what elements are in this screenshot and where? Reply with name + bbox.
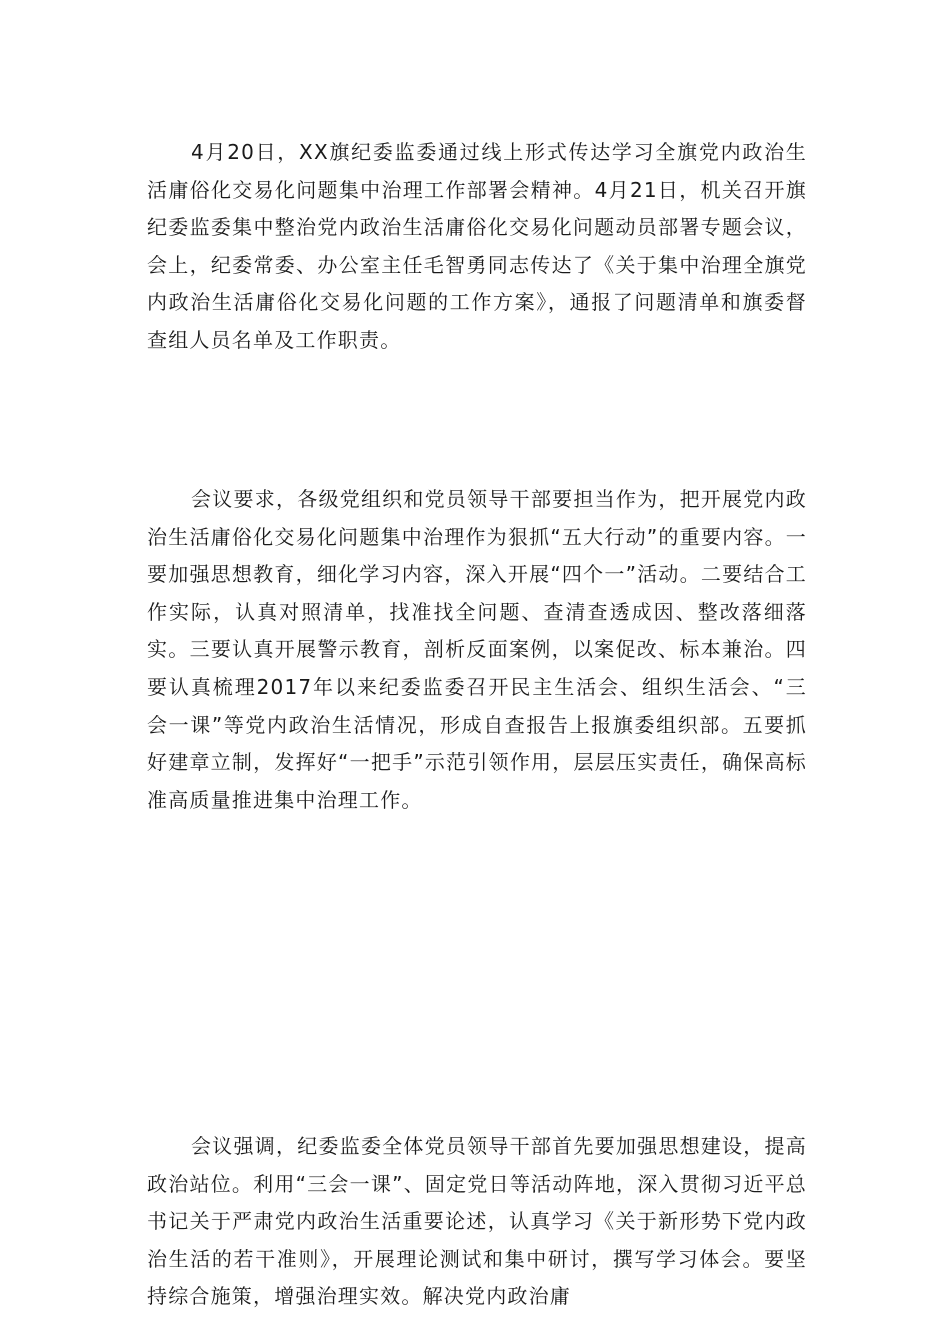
paragraph-meeting-notice: 4月20日，XX旗纪委监委通过线上形式传达学习全旗党内政治生活庸俗化交易化问题集中治理工作部署会精神。4月21日，机关召开旗纪委监委集中整治党内政治生活庸俗化交易化问题动员部署专题会议，会上，纪委常委、办公室主任毛智勇同志传达了《关于集中治理全旗党内政治生活庸俗化交易化问题的工作方案》，通报了问题清单和旗委督查组人员名单及工作职责。 xyxy=(147,140,807,352)
paragraph-meeting-requirements: 会议要求，各级党组织和党员领导干部要担当作为，把开展党内政治生活庸俗化交易化问题集中治理作为狠抓“五大行动”的重要内容。一要加强思想教育，细化学习内容，深入开展“四个一”活动。二要结合工作实际，认真对照清单，找准找全问题、查清查透成因、整改落细落实。三要认真开展警示教育，剖析反面案例，以案促改、标本兼治。四要认真梳理2017年以来纪委监委召开民主生活会、组织生活会、“三会一课”等党内政治生活情况，形成自查报告上报旗委组织部。五要抓好建章立制，发挥好“一把手”示范引领作用，层层压实责任，确保高标准高质量推进集中治理工作。 xyxy=(147,487,807,812)
paragraph-meeting-emphasis: 会议强调，纪委监委全体党员领导干部首先要加强思想建设，提高政治站位。利用“三会一课”、固定党日等活动阵地，深入贯彻习近平总书记关于严肃党内政治生活重要论述，认真学习《关于新形势下党内政治生活的若干准则》，开展理论测试和集中研讨，撰写学习体会。要坚持综合施策，增强治理实效。解决党内政治庸 xyxy=(147,1134,807,1309)
